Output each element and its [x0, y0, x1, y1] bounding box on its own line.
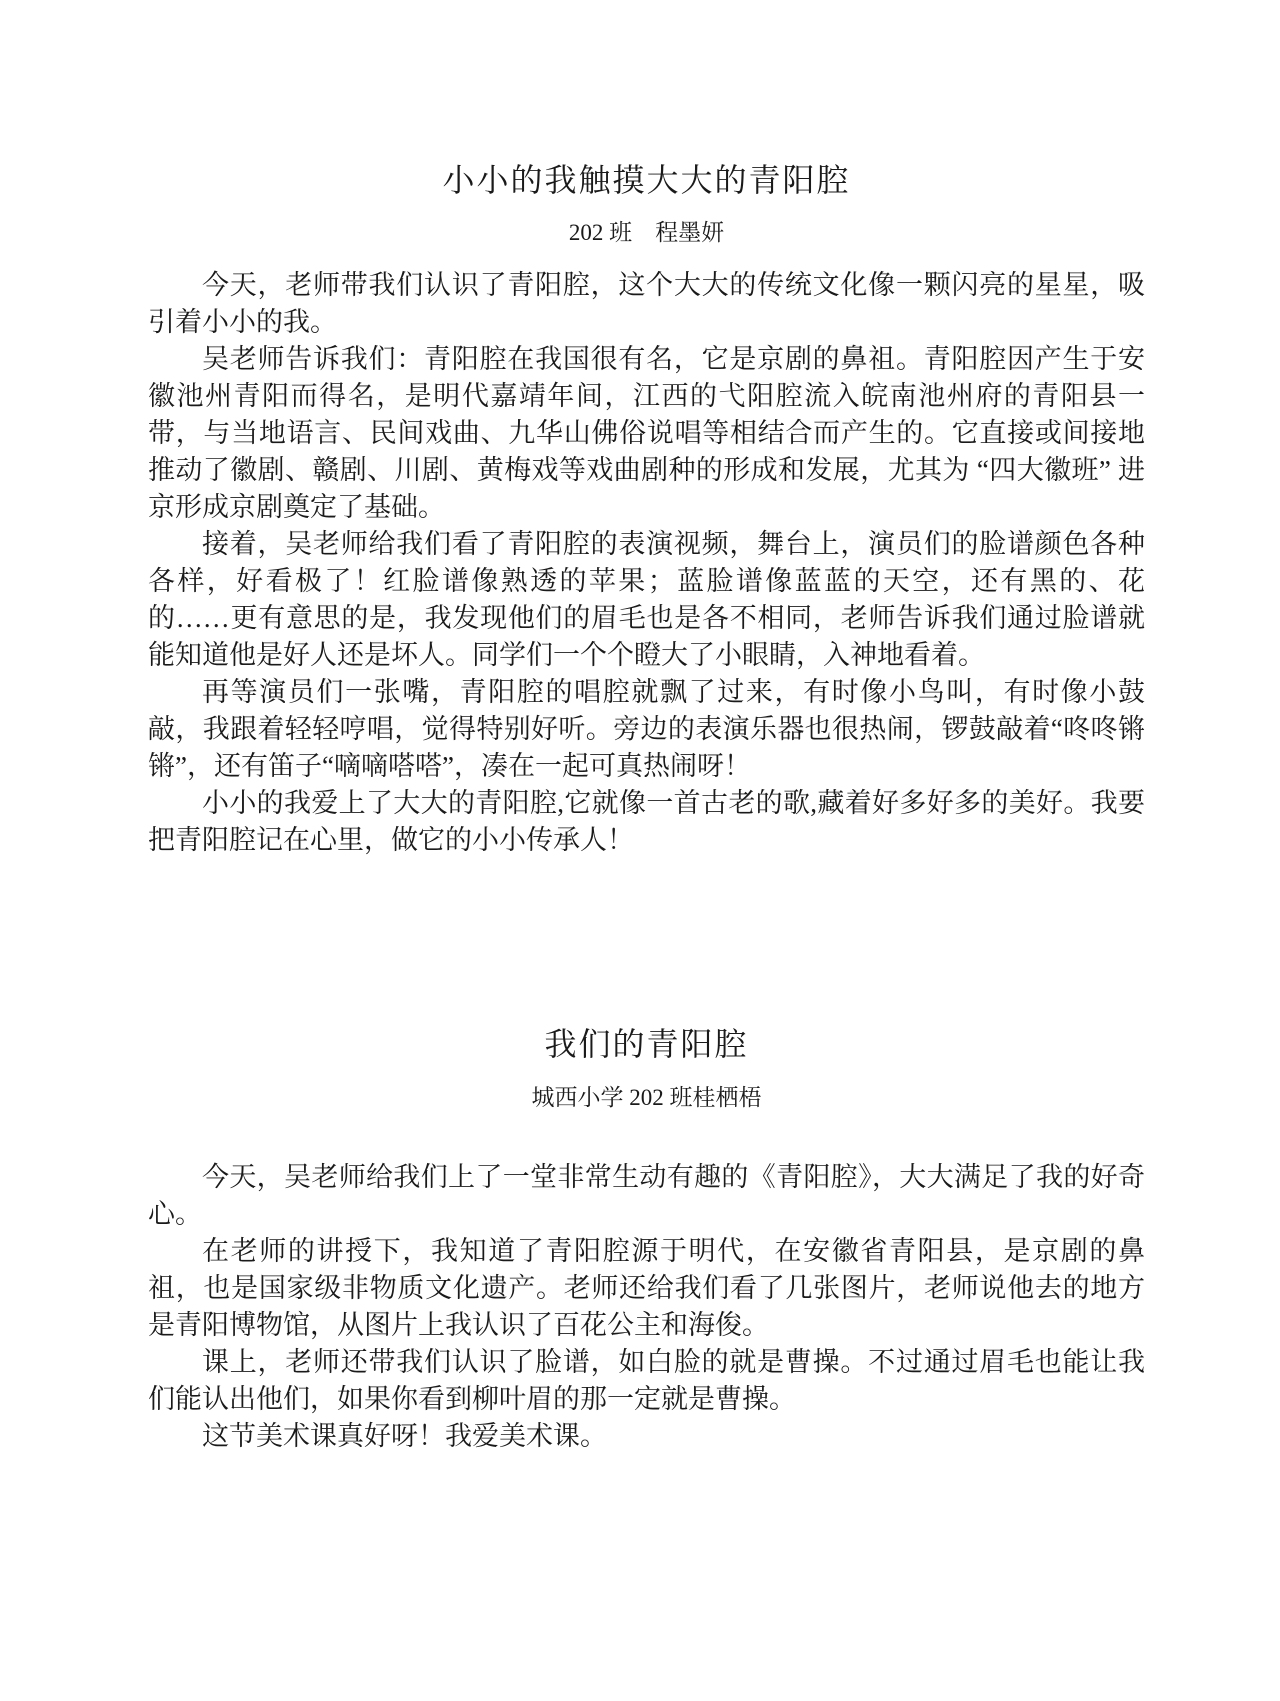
essay-1-body [148, 267, 1145, 859]
essay-paragraph: 今天，吴老师给我们上了一堂非常生动有趣的《青阳腔》，大大满足了我的好奇心。 [148, 1162, 1145, 1229]
essay-2-title: 我们的青阳腔 [544, 1026, 749, 1062]
essay-1 [148, 158, 1145, 859]
essay-paragraph: 再等演员们一张嘴，青阳腔的唱腔就飘了过来，有时像小鸟叫，有时像小鼓敲，我跟着轻轻哼唱，觉得特别好听。旁边的表演乐器也很热闹，锣鼓敲着“咚咚锵锵”，还有笛子“嘀嘀嗒嗒”，凑在一起可真热闹呀！ [148, 677, 1145, 781]
essay-2-body [148, 1159, 1145, 1455]
essay-paragraph: 吴老师告诉我们：青阳腔在我国很有名，它是京剧的鼻祖。青阳腔因产生于安徽池州青阳而得名，是明代嘉靖年间，江西的弋阳腔流入皖南池州府的青阳县一带，与当地语言、民间戏曲、九华山佛俗说唱等相结合而产生的。它直接或间接地推动了徽剧、赣剧、川剧、黄梅戏等戏曲剧种的形成和发展，尤其为 “四大徽班” 进京形成京剧奠定了基础。 [148, 344, 1145, 522]
essay-paragraph: 接着，吴老师给我们看了青阳腔的表演视频，舞台上，演员们的脸谱颜色各种各样，好看极了！红脸谱像熟透的苹果；蓝脸谱像蓝蓝的天空，还有黑的、花的……更有意思的是，我发现他们的眉毛也是各不相同，老师告诉我们通过脸谱就能知道他是好人还是坏人。同学们一个个瞪大了小眼睛，入神地看着。 [148, 529, 1145, 670]
essay-paragraph: 这节美术课真好呀！我爱美术课。 [202, 1421, 607, 1451]
essay-1-title: 小小的我触摸大大的青阳腔 [442, 162, 851, 198]
essay-2-byline: 城西小学 202 班桂栖梧 [531, 1085, 762, 1110]
essay-2 [148, 1022, 1145, 1455]
document-content [148, 158, 1145, 1455]
essay-1-byline: 202 班 程墨妍 [568, 220, 725, 245]
essay-paragraph: 小小的我爱上了大大的青阳腔,它就像一首古老的歌,藏着好多好多的美好。我要把青阳腔记在心里，做它的小小传承人！ [148, 788, 1145, 855]
essay-paragraph: 今天，老师带我们认识了青阳腔，这个大大的传统文化像一颗闪亮的星星，吸引着小小的我。 [148, 270, 1145, 337]
essay-paragraph: 课上，老师还带我们认识了脸谱，如白脸的就是曹操。不过通过眉毛也能让我们能认出他们，如果你看到柳叶眉的那一定就是曹操。 [148, 1347, 1145, 1414]
essay-paragraph: 在老师的讲授下，我知道了青阳腔源于明代，在安徽省青阳县，是京剧的鼻祖，也是国家级非物质文化遗产。老师还给我们看了几张图片，老师说他去的地方是青阳博物馆，从图片上我认识了百花公主和海俊。 [148, 1236, 1145, 1340]
